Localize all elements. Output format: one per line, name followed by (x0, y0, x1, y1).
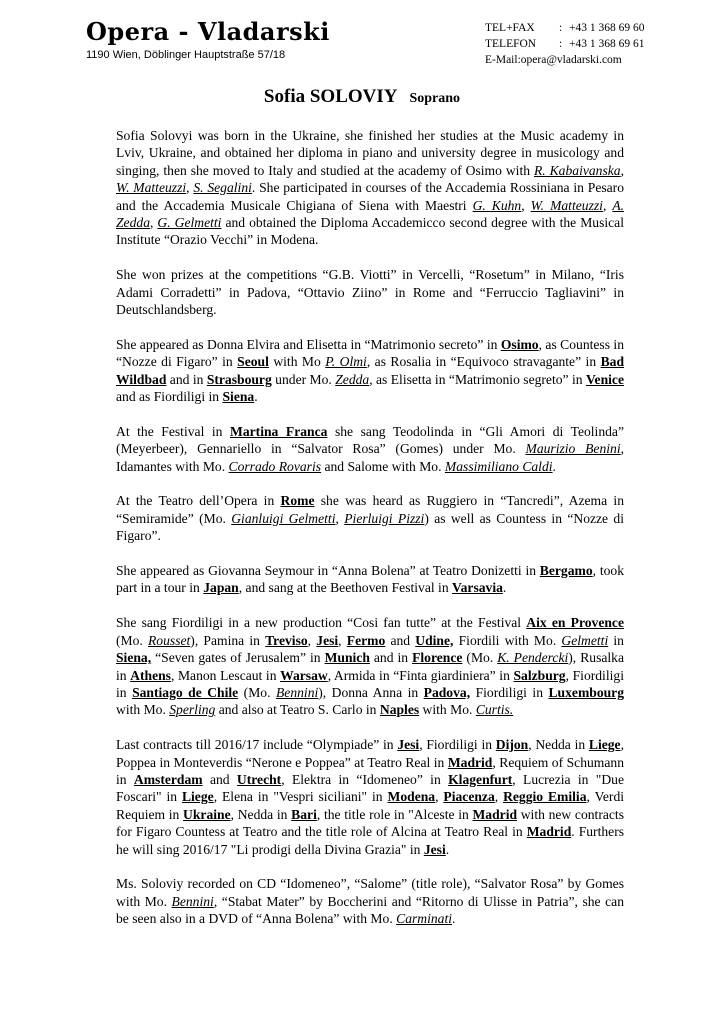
contact-block (485, 20, 645, 68)
place-name: Modena (387, 789, 436, 805)
place-name: Athens (130, 667, 171, 683)
person-name: Carminati (396, 911, 453, 927)
person-name: Curtis. (475, 702, 514, 718)
person-name: Rousset (148, 632, 191, 648)
letterhead-brand-block (86, 18, 330, 62)
person-name: Gelmetti (561, 632, 609, 648)
voice-type: Soprano (409, 91, 461, 106)
place-name: Liege (588, 737, 621, 753)
place-name: Santiago de Chile (132, 684, 239, 700)
place-name: Venice (585, 371, 624, 387)
place-name: Munich (324, 650, 370, 666)
place-name: Piacenza (443, 789, 495, 805)
contact-label: TELEFON (485, 38, 537, 50)
person-name: W. Matteuzzi (116, 180, 187, 196)
person-name: Zedda (335, 371, 370, 387)
place-name: Jesi (397, 737, 420, 753)
biography-paragraph: She sang Fiordiligi in a new production “Cosi fan tutte” at the Festival Aix en Provence (Mo. Rousset), Pamina in Treviso, Jesi, Fermo and Udine, Fiordili with Mo. Gelmetti in Siena, “Seven gates of Jerusalem” in Munich and in Florence (Mo. K. Pendercki), Rusalka in Athens, Manon Lescaut in Warsaw, Armida in “Finta giardiniera” in Salzburg, Fiordiligi in Santiago de Chile (Mo. Bennini), Donna Anna in Padova, Fiordiligi in Luxembourg with Mo. Sperling and also at Teatro S. Carlo in Naples with Mo. Curtis. (116, 615, 625, 718)
biography-paragraph: She appeared as Giovanna Seymour in “Anna Bolena” at Teatro Donizetti in Bergamo, took part in a tour in Japan, and sang at the Beethoven Festival in Varsavia. (116, 563, 624, 596)
place-name: Dijon (495, 737, 529, 753)
biography-paragraph: Last contracts till 2016/17 include “Olympiade” in Jesi, Fiordiligi in Dijon, Nedda in Liege, Poppea in Monteverdis “Nerone e Poppea” at Teatro Real in Madrid, Requiem of Schumann in Amsterdam and Utrecht, Elektra in “Idomeneo” in Klagenfurt, Lucrezia in "Due Foscari" in Liege, Elena in "Vespri siciliani" in Modena, Piacenza, Reggio Emilia, Verdi Requiem in Ukraine, Nedda in Bari, the title role in "Alceste in Madrid with new contracts for Figaro Countess at Teatro and the title role of Alcina at Teatro Real in Madrid. Furthers he will sing 2016/17 "Li prodigi della Divina Grazia" in Jesi. (116, 737, 625, 857)
place-name: Udine, (415, 632, 454, 648)
person-name: Corrado Rovaris (228, 458, 322, 474)
biography-body (116, 127, 624, 945)
person-name: P. Olmi (325, 354, 367, 370)
place-name: Martina Franca (230, 423, 328, 439)
place-name: Warsaw (280, 667, 328, 683)
place-name: Osimo (500, 336, 539, 352)
place-name: Bad Wildbad (116, 354, 625, 387)
place-name: Bergamo (539, 563, 593, 579)
contact-label: TEL+FAX (485, 22, 535, 34)
page-title (0, 86, 724, 108)
contact-row-telfax (485, 20, 645, 36)
place-name: Seoul (237, 354, 269, 370)
person-name: G. Gelmetti (157, 215, 222, 231)
place-name: Amsterdam (133, 771, 203, 787)
person-name: R. Kabaivanska (533, 162, 621, 178)
person-name: Sperling (169, 702, 216, 718)
biography-paragraph: She appeared as Donna Elvira and Elisetta in “Matrimonio secreto” in Osimo, as Countess in “Nozze di Figaro” in Seoul with Mo P. Olmi, as Rosalia in “Equivoco stravagante” in Bad Wildbad and in Strasbourg under Mo. Zedda, as Elisetta in “Matrimonio segreto” in Venice and as Fiordiligi in Siena. (116, 336, 625, 405)
person-name: G. Kuhn (472, 197, 522, 213)
biography-paragraph: She won prizes at the competitions “G.B. Viotti” in Vercelli, “Rosetum” in Milano, “Iris Adami Corradetti” in Padova, “Ottavio Ziino” in Rome and “Ferruccio Tagliavini” in Deutschlandsberg. (116, 267, 624, 318)
person-name: Gianluigi Gelmetti (231, 510, 336, 526)
place-name: Salzburg (513, 667, 566, 683)
biography-paragraph: Ms. Soloviy recorded on CD “Idomeneo”, “Salome” (title role), “Salvator Rosa” by Gomes with Mo. Bennini, “Stabat Mater” by Boccherini and “Ritorno di Ulisse in Patria”, she can be seen also in a DVD of “Anna Bolena” with Mo. Carminati. (116, 876, 624, 927)
place-name: Madrid (472, 806, 518, 822)
person-name: Bennini (275, 684, 319, 700)
place-name: Treviso (265, 632, 308, 648)
place-name: Aix en Provence (526, 615, 624, 631)
address-line: 1190 Wien, Döblinger Hauptstraße 57/18 (86, 49, 286, 61)
place-name: Jesi (423, 841, 446, 857)
place-name: Reggio Emilia (503, 789, 587, 805)
biography-paragraph: At the Festival in Martina Franca she sang Teodolinda in “Gli Amori di Teolinda” (Meyerbeer), Gennariello in “Salvator Rosa” (Gomes) under Mo. Maurizio Benini, Idamantes with Mo. Corrado Rovaris and Salome with Mo. Massimiliano Caldi. (116, 423, 624, 474)
place-name: Padova, (423, 684, 471, 700)
contact-row-telefon (485, 36, 645, 52)
contact-row-email (485, 52, 645, 68)
place-name: Klagenfurt (448, 771, 513, 787)
person-name: K. Pendercki (497, 650, 569, 666)
place-name: Rome (280, 493, 315, 509)
contact-separator: : (559, 22, 563, 34)
place-name: Siena, (116, 650, 152, 666)
place-name: Fermo (346, 632, 386, 648)
biography-paragraph: Sofia Solovyi was born in the Ukraine, she finished her studies at the Music academy in Lviv, Ukraine, and obtained her diploma in piano and university degree in musicology and singing, then she moved to Italy and studied at the academy of Osimo with R. Kabaivanska, W. Matteuzzi, S. Segalini. She participated in courses of the Accademia Rossiniana in Pesaro and the Accademia Musicale Chigiana of Siena with Maestri G. Kuhn, W. Matteuzzi, A. Zedda, G. Gelmetti and obtained the Diploma Accademicco second degree with the Musical Institute “Orazio Vecchi” in Modena. (116, 128, 625, 248)
person-name: W. Matteuzzi (530, 197, 603, 213)
place-name: Ukraine (183, 806, 231, 822)
contact-email-link[interactable]: opera@vladarski.com (520, 54, 622, 66)
place-name: Naples (379, 702, 420, 718)
biography-paragraph: At the Teatro dell’Opera in Rome she was heard as Ruggiero in “Tancredi”, Azema in “Semiramide” (Mo. Gianluigi Gelmetti, Pierluigi Pizzi) as well as Countess in “Nozze di Figaro”. (116, 493, 624, 544)
person-name: Bennini (171, 893, 214, 909)
place-name: Japan (203, 580, 239, 596)
contact-separator: : (559, 38, 563, 50)
brand-logo-text: Opera - Vladarski (86, 17, 330, 46)
place-name: Luxembourg (548, 684, 625, 700)
place-name: Bari (291, 806, 317, 822)
place-name: Strasbourg (206, 371, 272, 387)
place-name: Siena (222, 389, 255, 405)
person-name: Massimiliano Caldi (444, 458, 553, 474)
place-name: Madrid (447, 754, 493, 770)
contact-value: +43 1 368 69 60 (569, 22, 645, 34)
place-name: Liege (181, 789, 214, 805)
place-name: Jesi (316, 632, 339, 648)
place-name: Utrecht (236, 771, 282, 787)
contact-label: E-Mail (485, 54, 518, 66)
artist-name: Sofia SOLOVIY (263, 86, 398, 107)
contact-separator: : (517, 54, 521, 66)
person-name: S. Segalini (193, 180, 252, 196)
place-name: Varsavia (452, 580, 503, 596)
contact-value: +43 1 368 69 61 (569, 38, 645, 50)
person-name: A. Zedda (116, 197, 625, 231)
place-name: Madrid (526, 824, 572, 840)
place-name: Florence (412, 650, 463, 666)
person-name: Maurizio Benini (525, 441, 621, 457)
person-name: Pierluigi Pizzi (344, 510, 425, 526)
